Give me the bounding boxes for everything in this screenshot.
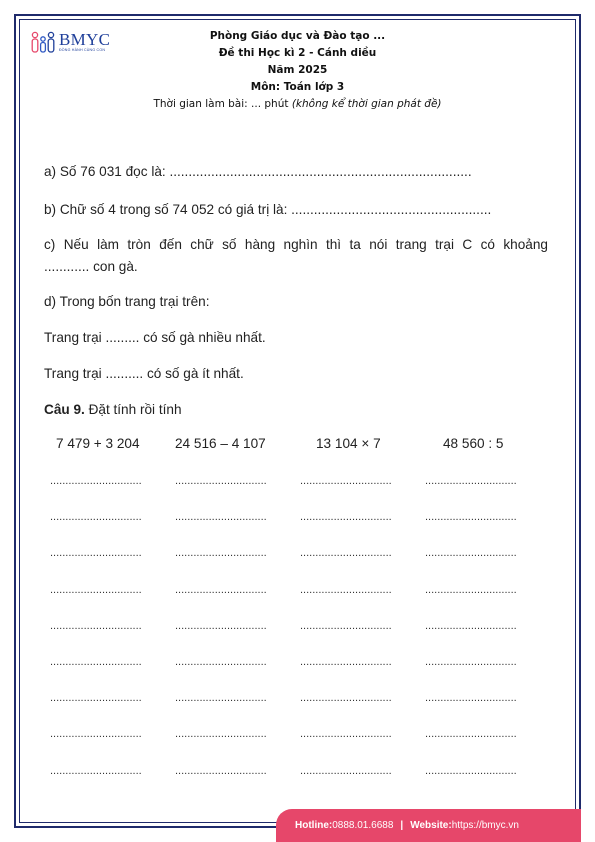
dot-row (50, 511, 540, 523)
answer-dot-line: .............................. (50, 764, 142, 777)
answer-dot-line: .............................. (300, 764, 392, 777)
answer-dot-line: .............................. (50, 728, 142, 741)
logo-tagline: ĐỒNG HÀNH CÙNG CON (59, 48, 106, 53)
dot-row (50, 656, 540, 668)
answer-dot-line: .............................. (50, 656, 142, 668)
answer-dot-line: .............................. (425, 475, 517, 487)
question-b: b) Chữ số 4 trong số 74 052 có giá trị là: ..................................................... (44, 202, 492, 217)
question-c-line2: ............ con gà. (44, 259, 138, 274)
answer-dot-line: .............................. (300, 692, 392, 705)
exam-header (0, 28, 595, 113)
header-exam-title: Đề thi Học kì 2 - Cánh diều (218, 47, 377, 59)
duration-text: Thời gian làm bài: ... phút (153, 98, 292, 110)
answer-dot-line: .............................. (50, 619, 142, 632)
duration-note: (không kể thời gian phát đề) (291, 98, 442, 110)
answer-dot-line: .............................. (50, 547, 142, 560)
calculation-list (44, 436, 548, 454)
calc-1: 7 479 + 3 204 (56, 436, 140, 451)
question-9-heading (44, 402, 182, 417)
answer-dot-line: .............................. (50, 511, 142, 524)
hotline-label: Hotline: (295, 820, 333, 831)
question-d: d) Trong bốn trang trại trên: (44, 294, 210, 309)
answer-dot-line: .............................. (425, 547, 517, 560)
hotline-number: 0888.01.6688 (332, 820, 394, 831)
answer-dot-line: .............................. (300, 619, 392, 632)
logo-name: BMYC (59, 30, 111, 50)
calc-4: 48 560 : 5 (443, 436, 504, 451)
answer-dot-line: .............................. (300, 583, 392, 596)
question-c-line1: c) Nếu làm tròn đến chữ số hàng nghìn thì ta nói trang trại C có khoảng (44, 237, 548, 252)
answer-dot-line: .............................. (175, 547, 267, 560)
answer-dot-line: .............................. (425, 692, 517, 705)
answer-dot-line: .............................. (425, 583, 517, 596)
question-9-label: Câu 9. (44, 402, 85, 417)
dot-row (50, 692, 540, 704)
answer-dot-line: .............................. (175, 511, 267, 524)
answer-dot-line: .............................. (50, 475, 142, 487)
answer-dot-line: .............................. (300, 656, 392, 668)
calc-2: 24 516 – 4 107 (175, 436, 266, 451)
answer-dot-line: .............................. (300, 475, 392, 487)
header-year: Năm 2025 (267, 64, 328, 76)
answer-dot-line: .............................. (175, 583, 267, 596)
answer-dot-line: .............................. (425, 656, 517, 668)
answer-dot-line: .............................. (425, 764, 517, 777)
calc-3: 13 104 × 7 (316, 436, 381, 451)
answer-dot-line: .............................. (425, 728, 517, 741)
answer-dot-line: .............................. (50, 583, 142, 596)
header-duration (0, 96, 595, 113)
answer-dot-line: .............................. (300, 547, 392, 560)
dot-row (50, 584, 540, 596)
dot-row (50, 620, 540, 632)
answer-most-chickens: Trang trại ......... có số gà nhiều nhất. (44, 330, 266, 345)
dot-row (50, 728, 540, 740)
answer-least-chickens: Trang trại .......... có số gà ít nhất. (44, 366, 244, 381)
header-subject: Môn: Toán lớp 3 (250, 81, 345, 93)
answer-dot-line: .............................. (175, 728, 267, 741)
answer-dot-line: .............................. (300, 511, 392, 524)
answer-dot-line: .............................. (175, 692, 267, 705)
footer-banner (276, 809, 581, 842)
answer-dot-line: .............................. (175, 656, 267, 668)
website-label: Website: (410, 820, 452, 831)
answer-dot-line: .............................. (175, 764, 267, 777)
header-department: Phòng Giáo dục và Đào tạo ... (209, 30, 386, 42)
answer-dot-line: .............................. (425, 619, 517, 632)
answer-dot-line: .............................. (300, 728, 392, 741)
dot-row (50, 547, 540, 559)
answer-dot-line: .............................. (175, 619, 267, 632)
answer-dot-line: .............................. (425, 511, 517, 524)
dot-row (50, 475, 540, 487)
footer-separator: | (400, 820, 404, 831)
question-a: a) Số 76 031 đọc là: ................................................................................ (44, 164, 472, 179)
dot-row (50, 765, 540, 777)
website-link[interactable]: https://bmyc.vn (451, 820, 519, 831)
question-9-text: Đặt tính rồi tính (84, 402, 182, 417)
answer-dot-line: .............................. (175, 475, 267, 487)
answer-dot-line: .............................. (50, 692, 142, 705)
